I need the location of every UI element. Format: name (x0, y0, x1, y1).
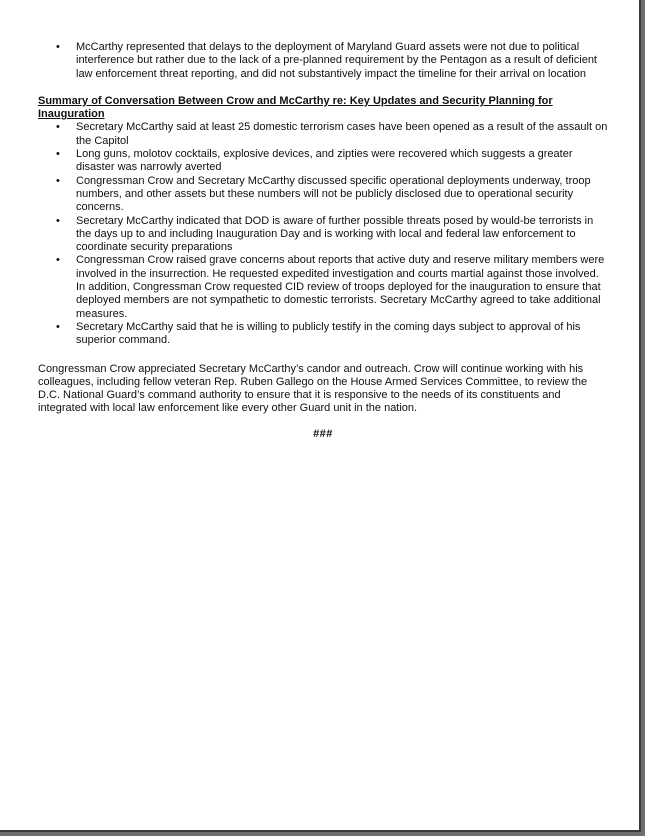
summary-bullet-list (38, 121, 608, 347)
list-item (38, 175, 608, 215)
list-item-text: Secretary McCarthy said that he is willing to publicly testify in the coming days subject to approval of his superior command. (76, 320, 581, 347)
list-item-text: Congressman Crow and Secretary McCarthy discussed specific operational deployments underway, troop numbers, and other assets but these numbers will not be publicly disclosed due to operational security concerns. (76, 174, 591, 214)
bullet-icon: • (56, 254, 60, 267)
list-item (38, 321, 608, 348)
list-item-text: Long guns, molotov cocktails, explosive devices, and zipties were recovered which suggests a greater disaster was narrowly averted (76, 148, 573, 174)
closing-paragraph: Congressman Crow appreciated Secretary McCarthy’s candor and outreach. Crow will continue working with his colleagues, including fellow veteran Rep. Ruben Gallego on the House Armed Services Committee, to review the D.C. National Guard’s command authority to ensure that it is responsive to the needs of its constituents and integrated with local law enforcement like every other Guard unit in the nation. (38, 362, 588, 415)
intro-bullet-list (38, 41, 608, 81)
section-heading: Summary of Conversation Between Crow and McCarthy re: Key Updates and Security Planning for Inauguration (38, 94, 553, 121)
list-item (38, 41, 608, 81)
list-item (38, 254, 608, 320)
bullet-icon: • (56, 41, 60, 53)
bullet-icon: • (56, 214, 60, 227)
list-item (38, 215, 608, 255)
list-item-text: Secretary McCarthy said at least 25 domestic terrorism cases have been opened as a result of the assault on the Capitol (76, 121, 608, 147)
bullet-icon: • (56, 320, 60, 333)
end-mark: ### (313, 427, 333, 440)
list-item-text: Secretary McCarthy indicated that DOD is aware of further possible threats posed by would-be terrorists in the days up to and including Inauguration Day and is working with local and federal law enforcement to coordinate security preparations (76, 214, 594, 254)
bullet-icon: • (56, 121, 60, 134)
list-item-text: McCarthy represented that delays to the deployment of Maryland Guard assets were not due to political interference but rather due to the lack of a pre-planned requirement by the Pentagon as a result of deficient law enforcement threat reporting, and did not substantively impact the timeline for their arrival on location (76, 41, 597, 80)
document-body (38, 41, 608, 441)
bullet-icon: • (56, 148, 60, 161)
list-item (38, 148, 608, 175)
bullet-icon: • (56, 174, 60, 187)
list-item-text: Congressman Crow raised grave concerns about reports that active duty and reserve military members were involved in the insurrection. He requested expedited investigation and courts martial against those involved. In addition, Congressman Crow requested CID review of troops deployed for the inauguration to ensure that deployed members are not sympathetic to domestic terrorists. Secretary McCarthy agreed to take additional measures. (76, 254, 605, 320)
list-item (38, 121, 608, 148)
